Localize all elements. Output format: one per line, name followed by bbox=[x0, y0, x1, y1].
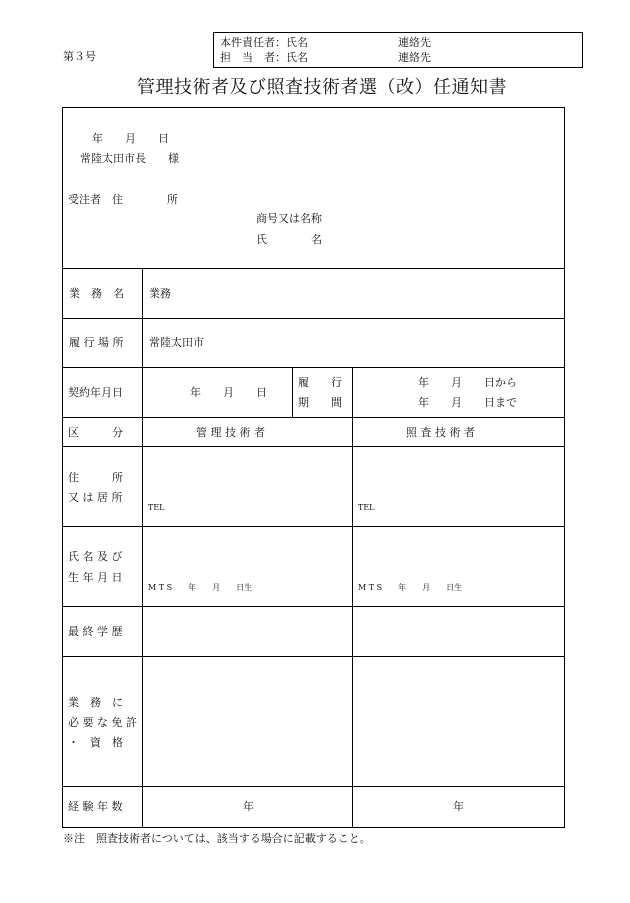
work-name-label: 業 務 名 bbox=[69, 287, 124, 300]
manager-dob: M T S 年 月 日生 bbox=[148, 583, 253, 592]
responsible-contact: 連絡先 bbox=[398, 36, 431, 49]
period-label-left-divider bbox=[292, 367, 293, 417]
row-divider bbox=[63, 367, 564, 368]
responsible-label: 本件責任者：氏名 bbox=[220, 36, 308, 49]
page-title: 管理技術者及び照査技術者選（改）任通知書 bbox=[137, 77, 507, 98]
addressee: 常陸太田市長 様 bbox=[80, 152, 179, 165]
period-from: 年 月 日から bbox=[418, 376, 517, 389]
row-divider bbox=[63, 606, 564, 607]
row-divider bbox=[63, 786, 564, 787]
education-label: 最 終 学 歴 bbox=[68, 625, 123, 638]
manager-tel-label: TEL bbox=[148, 503, 165, 512]
location-value: 常陸太田市 bbox=[149, 336, 204, 349]
company-name-label: 商号又は名称 bbox=[256, 212, 322, 225]
manager-header: 管 理 技 術 者 bbox=[196, 426, 265, 439]
row-divider bbox=[63, 446, 564, 447]
period-label-2: 期 間 bbox=[298, 396, 342, 409]
contract-date-label: 契約年月日 bbox=[68, 386, 123, 399]
label-column-divider bbox=[142, 268, 143, 827]
checker-dob: M T S 年 月 日生 bbox=[358, 583, 463, 592]
manager-years-unit: 年 bbox=[243, 800, 254, 813]
contractor-address-label: 受注者 住 所 bbox=[68, 193, 178, 206]
license-label-1: 業 務 に bbox=[68, 696, 123, 709]
period-label-1: 履 行 bbox=[298, 376, 342, 389]
name-dob-label-1: 氏 名 及 び bbox=[68, 550, 123, 563]
period-label-right-divider bbox=[352, 367, 353, 417]
license-label-2: 必 要 な 免 許 bbox=[68, 716, 137, 729]
row-divider bbox=[63, 318, 564, 319]
contract-date-value: 年 月 日 bbox=[190, 386, 267, 399]
column-divider bbox=[352, 417, 353, 827]
period-to: 年 月 日まで bbox=[418, 396, 517, 409]
experience-label: 経 験 年 数 bbox=[68, 800, 123, 813]
address-label-1: 住 所 bbox=[68, 471, 123, 484]
notice-date: 年 月 日 bbox=[92, 132, 169, 145]
license-label-3: ・ 資 格 bbox=[68, 736, 123, 749]
form-number: 第３号 bbox=[63, 50, 96, 63]
work-name-value: 業務 bbox=[149, 287, 171, 300]
row-divider bbox=[63, 268, 564, 269]
person-name-label: 氏 名 bbox=[256, 233, 322, 246]
person-contact: 連絡先 bbox=[398, 51, 431, 64]
row-divider bbox=[63, 526, 564, 527]
category-label: 区 分 bbox=[68, 426, 123, 439]
address-label-2: 又 は 居 所 bbox=[68, 491, 123, 504]
checker-years-unit: 年 bbox=[453, 800, 464, 813]
row-divider bbox=[63, 417, 564, 418]
person-label: 担 当 者：氏名 bbox=[220, 51, 308, 64]
checker-header: 照 査 技 術 者 bbox=[406, 426, 475, 439]
row-divider bbox=[63, 656, 564, 657]
checker-tel-label: TEL bbox=[358, 503, 375, 512]
name-dob-label-2: 生 年 月 日 bbox=[68, 571, 123, 584]
footnote: ※注 照査技術者については、該当する場合に記載すること。 bbox=[63, 832, 371, 845]
location-label: 履 行 場 所 bbox=[69, 336, 124, 349]
